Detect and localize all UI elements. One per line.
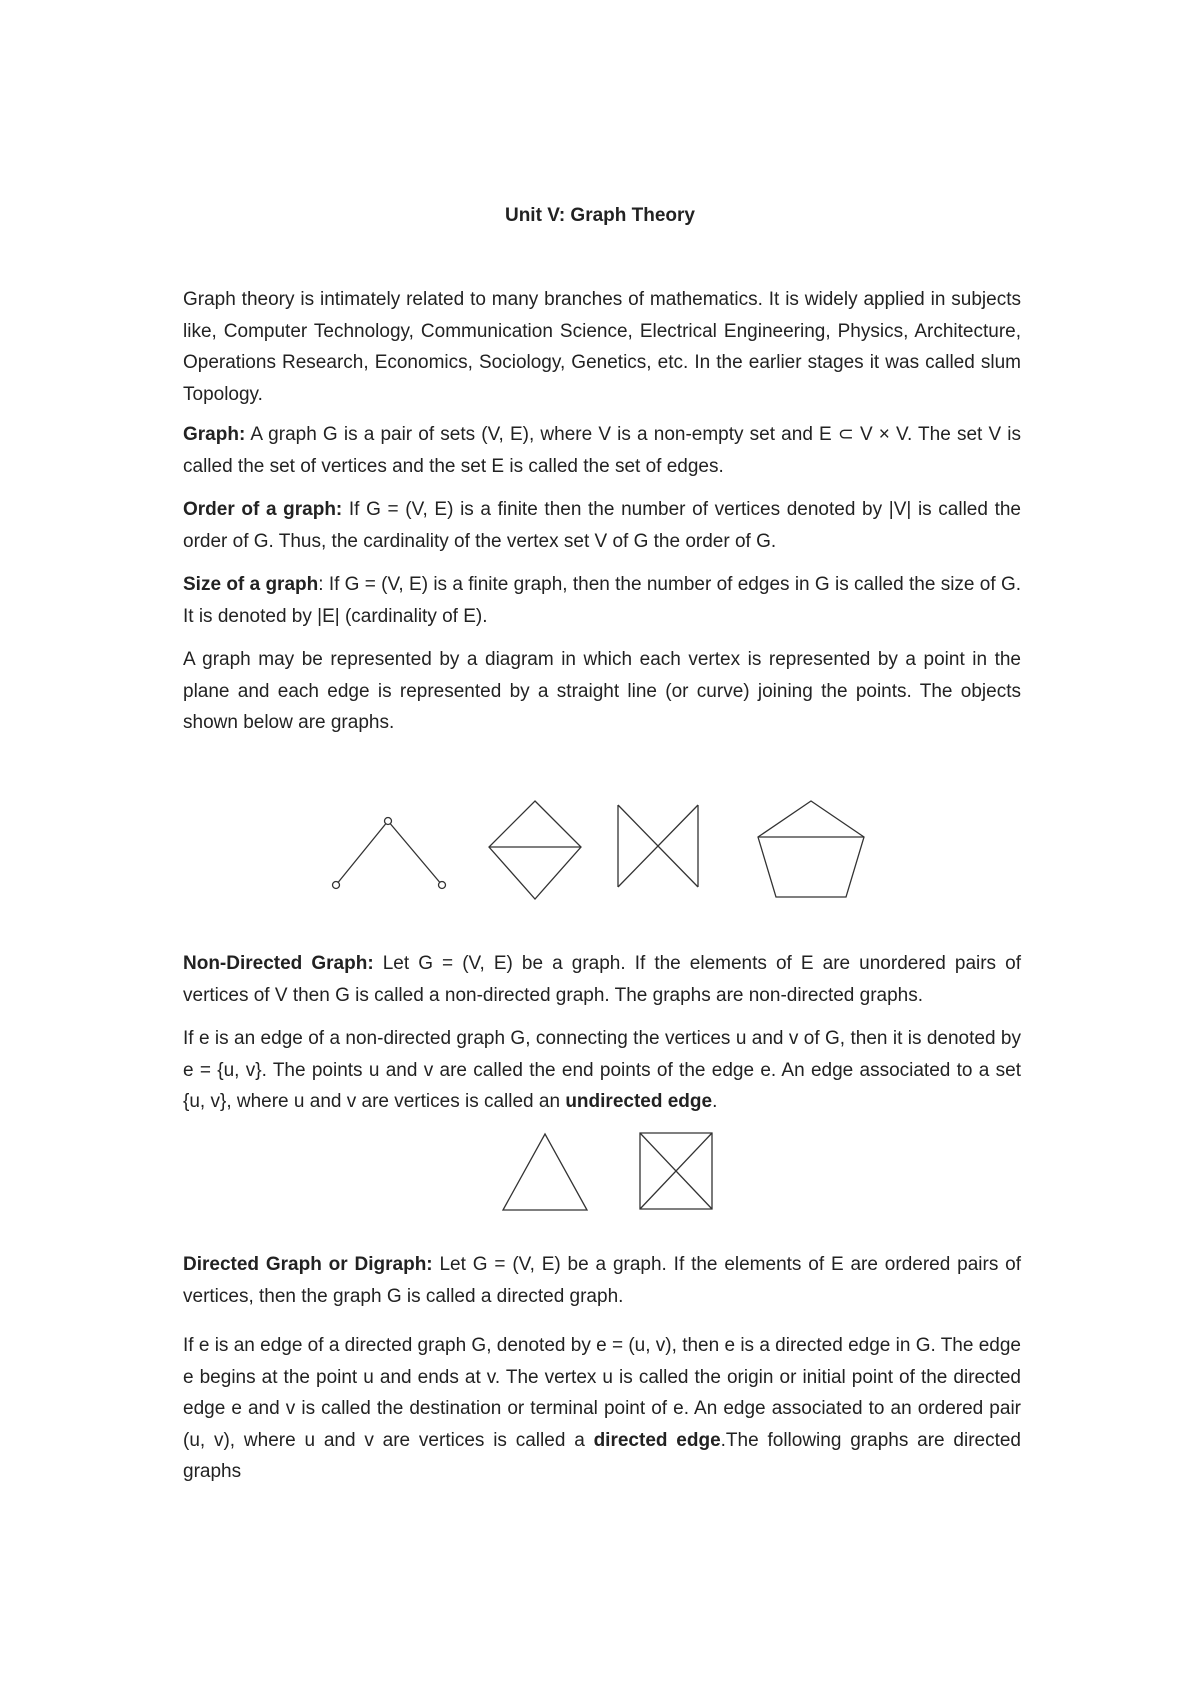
undirected-edge-term: undirected edge xyxy=(565,1091,713,1112)
non-directed-definition xyxy=(183,948,1021,1011)
non-directed-text: Let G = (V, E) be a graph. If the elements of E are unordered pairs of vertices of V then G is called a non-directed graph. The graphs are non-directed graphs. xyxy=(183,953,1021,1006)
non-directed-examples-figure xyxy=(500,1128,725,1216)
undirected-edge-paragraph xyxy=(183,1023,1021,1118)
size-term: Size of a graph xyxy=(183,574,319,595)
page-title: Unit V: Graph Theory xyxy=(504,205,696,226)
path-graph xyxy=(333,818,446,889)
non-directed-term: Non-Directed Graph: xyxy=(183,953,374,974)
example-graphs-figure xyxy=(318,775,893,925)
undirected-edge-end: . xyxy=(712,1091,718,1112)
complete-k4-graph xyxy=(640,1133,712,1209)
graph-text: A graph G is a pair of sets (V, E), where V is a non-empty set and E ⊂ V × V. The set V is called the set of vertices and the set E is called the set of edges. xyxy=(183,424,1021,477)
order-definition xyxy=(183,494,1021,557)
directed-edge-term: directed edge xyxy=(593,1429,721,1451)
graph-term: Graph: xyxy=(183,424,246,445)
bowtie-graph xyxy=(618,805,698,887)
directed-text: Let G = (V, E) be a graph. If the elements of E are ordered pairs of vertices, then the graph G is called a directed graph. xyxy=(183,1254,1022,1307)
intro-paragraph: Graph theory is intimately related to many branches of mathematics. It is widely applied in subjects like, Computer Technology, Communication Science, Electrical Engineering, Physics, Architecture, Operations Research, Economics, Sociology, Genetics, etc. In the earlier stages it was called slum Topology. xyxy=(183,289,1021,405)
size-text: : If G = (V, E) is a finite graph, then the number of edges in G is called the size of G. It is denoted by |E| (cardinality of E). xyxy=(183,574,1022,627)
directed-edge-paragraph xyxy=(183,1330,1021,1488)
order-term: Order of a graph: xyxy=(183,499,343,520)
representation-paragraph: A graph may be represented by a diagram in which each vertex is represented by a point in the plane and each edge is represented by a straight line (or curve) joining the points. The objects shown below are graphs. xyxy=(183,649,1021,733)
undirected-edge-text: If e is an edge of a non-directed graph G, connecting the vertices u and v of G, then it is denoted by e = {u, v}. The points u and v are called the end points of the edge e. An edge associated to a set {u, v}, where u and v are vertices is called an xyxy=(183,1028,1021,1112)
diamond-graph xyxy=(489,801,581,899)
directed-term: Directed Graph or Digraph: xyxy=(183,1254,433,1275)
graph-definition xyxy=(183,419,1021,482)
directed-edge-text: If e is an edge of a directed graph G, denoted by e = (u, v), then e is a directed edge in G. The edge e begins at the point u and ends at v. The vertex u is called the origin or initial point of the directed edge e and v is called the destination or terminal point of e. An edge associated to an ordered pair (u, v), where u and v are vertices is called a xyxy=(183,1335,1021,1451)
triangle-graph xyxy=(503,1134,587,1210)
directed-edge-end: .The following graphs are directed graphs xyxy=(183,1429,1022,1482)
size-definition xyxy=(183,569,1021,632)
pentagon-graph xyxy=(758,801,864,897)
order-text: If G = (V, E) is a finite then the number of vertices denoted by |V| is called the order of G. Thus, the cardinality of the vertex set V of G the order of G. xyxy=(183,499,1021,552)
directed-definition xyxy=(183,1249,1021,1312)
